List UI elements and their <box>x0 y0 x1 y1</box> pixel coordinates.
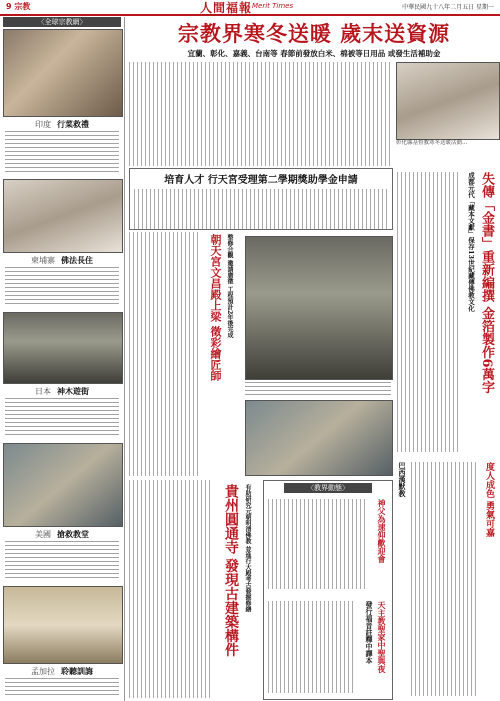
church-news-box <box>263 480 393 700</box>
photo-bangladesh <box>3 586 123 664</box>
scholarship-story <box>129 168 393 230</box>
text-india <box>5 131 119 175</box>
church-item-a-text <box>268 499 368 589</box>
issue-date: 中華民國九十八年二月五日 星期一 <box>402 4 494 11</box>
text-japan <box>5 398 119 438</box>
church-item-b: 天主教聖家中聖與夜 <box>377 601 387 673</box>
left-section-title: 〈全球宗教網〉 <box>3 17 121 27</box>
lead-headline: 宗教界寒冬送暖 歲末送資源 <box>177 21 451 46</box>
scholarship-text <box>134 189 388 229</box>
text-bangladesh <box>5 678 119 698</box>
page-header <box>0 0 500 16</box>
gold-sutra-text <box>397 172 459 452</box>
gold-sutra-subheadline: 成都元代「藏本文獻」保存13世紀藏傳佛教文化 <box>467 172 475 312</box>
caption-cambodia: 柬埔寨 佛法長住 <box>31 255 93 265</box>
side-headline-b: 巴西漢默教 <box>398 462 407 497</box>
text-cambodia <box>5 267 119 307</box>
gold-sutra-story <box>395 168 498 458</box>
temple-photo-caption <box>245 382 391 396</box>
caption-japan: 日本 神木遊街 <box>35 386 89 396</box>
caption-india: 印度 行菜救禮 <box>35 119 89 129</box>
temple-text <box>129 232 199 476</box>
guizhou-text <box>129 480 213 698</box>
photo-japan <box>3 312 123 384</box>
guizhou-subheadline: 有助研究元朝明清佛教 並進行大殿考古發掘修繕 <box>244 484 251 613</box>
temple-story <box>129 232 241 476</box>
church-news-title: 〈教界動態〉 <box>284 483 372 493</box>
guizhou-headline: 貴州圓通寺 發現古建築構件 <box>223 484 239 657</box>
gold-sutra-headline: 失傳「金書」重新編撰 金箔製作6萬字 <box>479 172 494 394</box>
photo-india <box>3 29 123 117</box>
photo-usa <box>3 443 123 527</box>
lead-photo <box>396 62 500 140</box>
newspaper-logo-en: Merit Times <box>252 2 294 10</box>
church-item-a: 神父為速仰歡迎會 <box>377 499 387 563</box>
church-item-c: 發行福音註釋中譯本 <box>365 601 374 664</box>
guizhou-photo <box>245 400 393 476</box>
newspaper-logo: 人間福報 <box>200 1 253 15</box>
text-usa <box>5 541 119 581</box>
caption-usa: 美國 搶救教堂 <box>35 529 89 539</box>
temple-photo <box>245 236 393 380</box>
page-number: 9 宗教 <box>6 2 31 11</box>
side-text <box>411 462 477 696</box>
left-column <box>3 17 121 701</box>
scholarship-headline: 培育人才 行天宮受理第二學期獎助學金申請 <box>164 175 358 186</box>
lead-photo-caption: 彰化縣基督教寒冬送暖活動… <box>396 140 468 146</box>
lead-subheadline: 宜蘭、彰化、嘉義、台南等 春節前發放白米、棉被等日用品 或發生活補助金 <box>187 49 441 58</box>
temple-headline: 朝天宮文昌殿上梁 徵彩繪匠師 <box>209 234 222 381</box>
caption-bangladesh: 孟加拉 聆聽訓誨 <box>31 666 93 676</box>
guizhou-story <box>129 480 259 700</box>
photo-cambodia <box>3 179 123 253</box>
church-item-b-text <box>268 601 354 693</box>
column-divider <box>124 17 125 701</box>
side-headline-a: 度人成色 勇氣可嘉 <box>484 462 494 538</box>
right-bottom-story <box>395 462 498 698</box>
lead-body-text <box>129 62 391 166</box>
temple-subheadline: 整修合觀 邀請廣徵 工程預計2年後完成 <box>226 234 233 339</box>
